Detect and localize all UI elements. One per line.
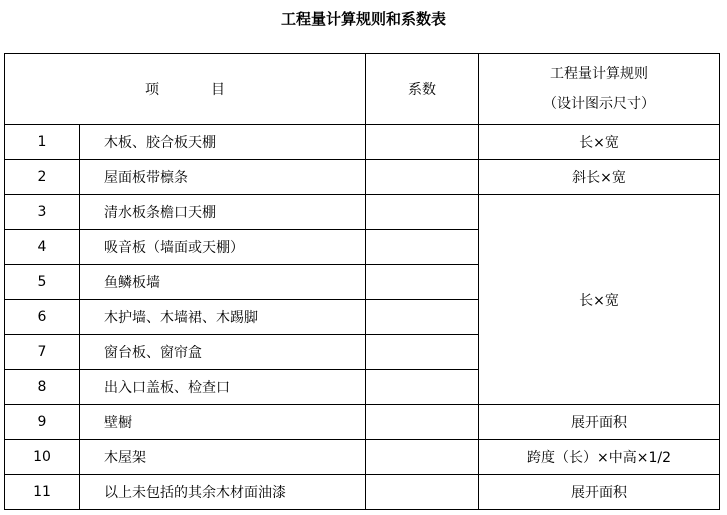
row-item: 壁橱 — [80, 405, 366, 440]
header-rule-line1: 工程量计算规则 — [550, 66, 648, 82]
row-number: 5 — [5, 265, 80, 300]
coefficient-table — [4, 53, 720, 510]
table-row — [5, 475, 720, 510]
row-item: 清水板条檐口天棚 — [80, 195, 366, 230]
row-number: 3 — [5, 195, 80, 230]
row-coefficient — [366, 300, 479, 335]
row-coefficient — [366, 370, 479, 405]
header-coefficient: 系数 — [366, 54, 479, 125]
header-rule-line2: （设计图示尺寸） — [543, 96, 655, 112]
row-rule: 跨度（长）×中高×1/2 — [479, 440, 720, 475]
row-number: 4 — [5, 230, 80, 265]
row-coefficient — [366, 475, 479, 510]
row-number: 10 — [5, 440, 80, 475]
header-rule — [479, 54, 720, 125]
table-row — [5, 405, 720, 440]
table-row — [5, 195, 720, 230]
row-item: 屋面板带檩条 — [80, 160, 366, 195]
row-number: 8 — [5, 370, 80, 405]
row-coefficient — [366, 335, 479, 370]
row-rule: 展开面积 — [479, 475, 720, 510]
row-rule: 长×宽 — [479, 125, 720, 160]
row-item: 吸音板（墙面或天棚） — [80, 230, 366, 265]
header-item-b: 目 — [211, 82, 225, 98]
header-item — [5, 54, 366, 125]
merged-rule: 长×宽 — [479, 195, 720, 405]
row-coefficient — [366, 405, 479, 440]
row-number: 2 — [5, 160, 80, 195]
row-number: 1 — [5, 125, 80, 160]
row-item: 出入口盖板、检查口 — [80, 370, 366, 405]
row-number: 6 — [5, 300, 80, 335]
table-row — [5, 125, 720, 160]
row-item: 木屋架 — [80, 440, 366, 475]
row-coefficient — [366, 125, 479, 160]
row-coefficient — [366, 440, 479, 475]
row-item: 鱼鳞板墙 — [80, 265, 366, 300]
row-coefficient — [366, 265, 479, 300]
row-item: 窗台板、窗帘盒 — [80, 335, 366, 370]
row-coefficient — [366, 230, 479, 265]
table-header-row — [5, 54, 720, 125]
row-coefficient — [366, 160, 479, 195]
row-number: 11 — [5, 475, 80, 510]
row-number: 7 — [5, 335, 80, 370]
table-row — [5, 440, 720, 475]
row-rule: 展开面积 — [479, 405, 720, 440]
row-number: 9 — [5, 405, 80, 440]
header-item-a: 项 — [145, 82, 159, 98]
row-item: 木板、胶合板天棚 — [80, 125, 366, 160]
row-item: 以上未包括的其余木材面油漆 — [80, 475, 366, 510]
row-coefficient — [366, 195, 479, 230]
row-item: 木护墙、木墙裙、木踢脚 — [80, 300, 366, 335]
row-rule: 斜长×宽 — [479, 160, 720, 195]
page-title: 工程量计算规则和系数表 — [280, 10, 446, 28]
table-row — [5, 160, 720, 195]
